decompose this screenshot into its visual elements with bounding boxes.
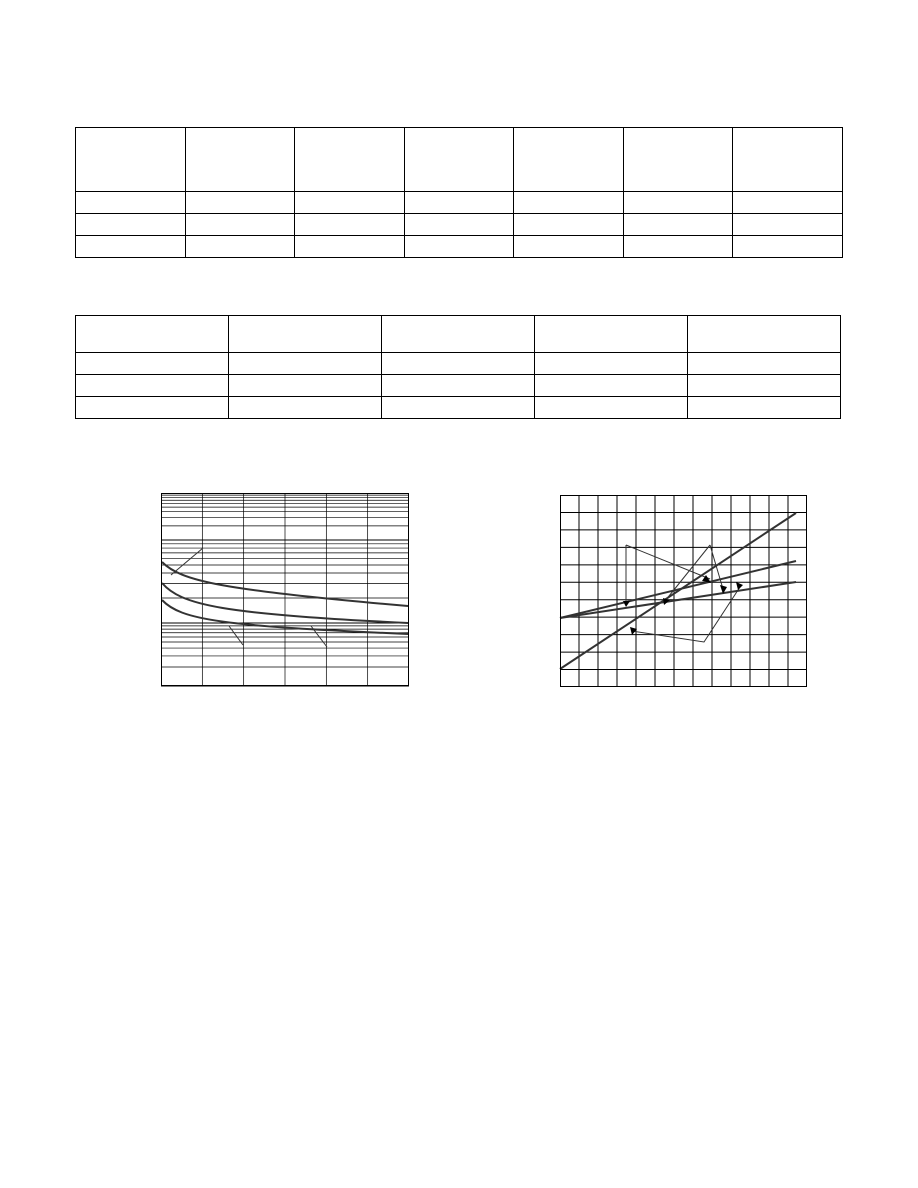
table-cell xyxy=(535,375,688,397)
table-cell xyxy=(229,353,382,375)
table-cell xyxy=(623,192,733,214)
table-cell xyxy=(185,128,295,192)
table-cell xyxy=(514,236,624,258)
table-cell xyxy=(76,397,229,419)
table-cell xyxy=(404,192,514,214)
table-cell xyxy=(514,192,624,214)
table-1 xyxy=(75,127,843,258)
graph-left-grid xyxy=(161,493,409,686)
table-cell xyxy=(688,375,841,397)
table-row xyxy=(76,192,843,214)
table-row xyxy=(76,397,841,419)
table-cell xyxy=(76,214,186,236)
graph-right-grid xyxy=(560,495,807,687)
table-cell xyxy=(733,214,843,236)
table-cell xyxy=(623,128,733,192)
table-cell xyxy=(404,236,514,258)
table-cell xyxy=(76,353,229,375)
table-cell xyxy=(688,397,841,419)
leader-bottom xyxy=(632,587,740,642)
table-2 xyxy=(75,315,841,419)
arrowhead-2 xyxy=(623,601,630,607)
line-medium xyxy=(560,561,796,618)
table-cell xyxy=(404,214,514,236)
table-cell xyxy=(514,214,624,236)
table-cell xyxy=(76,128,186,192)
line-steep xyxy=(560,513,796,669)
table-row xyxy=(76,214,843,236)
table-cell xyxy=(733,236,843,258)
table-cell xyxy=(295,214,405,236)
table-row xyxy=(76,236,843,258)
callout-line-left xyxy=(171,548,203,575)
table-header-row xyxy=(76,316,841,353)
table-cell xyxy=(295,192,405,214)
table-cell xyxy=(733,128,843,192)
graph-left xyxy=(161,493,409,686)
table-cell xyxy=(404,128,514,192)
table-cell xyxy=(688,316,841,353)
table-cell xyxy=(688,353,841,375)
leader-top-right xyxy=(665,545,710,601)
table-cell xyxy=(535,316,688,353)
table-cell xyxy=(295,236,405,258)
table-row xyxy=(76,353,841,375)
table-cell xyxy=(185,192,295,214)
table-cell xyxy=(514,128,624,192)
table-cell xyxy=(382,316,535,353)
table-cell xyxy=(535,353,688,375)
table-cell xyxy=(76,192,186,214)
table-cell xyxy=(229,316,382,353)
table-cell xyxy=(229,375,382,397)
table-cell xyxy=(535,397,688,419)
table-row xyxy=(76,375,841,397)
table-header-row xyxy=(76,128,843,192)
table-cell xyxy=(76,316,229,353)
table-cell xyxy=(623,236,733,258)
graph-right-frame xyxy=(561,496,807,687)
leader-top-left xyxy=(626,545,710,579)
table-cell xyxy=(623,214,733,236)
table-cell xyxy=(229,397,382,419)
table-cell xyxy=(185,236,295,258)
graph-right xyxy=(560,495,807,687)
table-cell xyxy=(382,397,535,419)
table-cell xyxy=(76,236,186,258)
table-cell xyxy=(185,214,295,236)
table-cell xyxy=(382,375,535,397)
arrowhead-5 xyxy=(736,582,743,590)
table-cell xyxy=(733,192,843,214)
table-cell xyxy=(295,128,405,192)
table-cell xyxy=(382,353,535,375)
table-cell xyxy=(76,375,229,397)
